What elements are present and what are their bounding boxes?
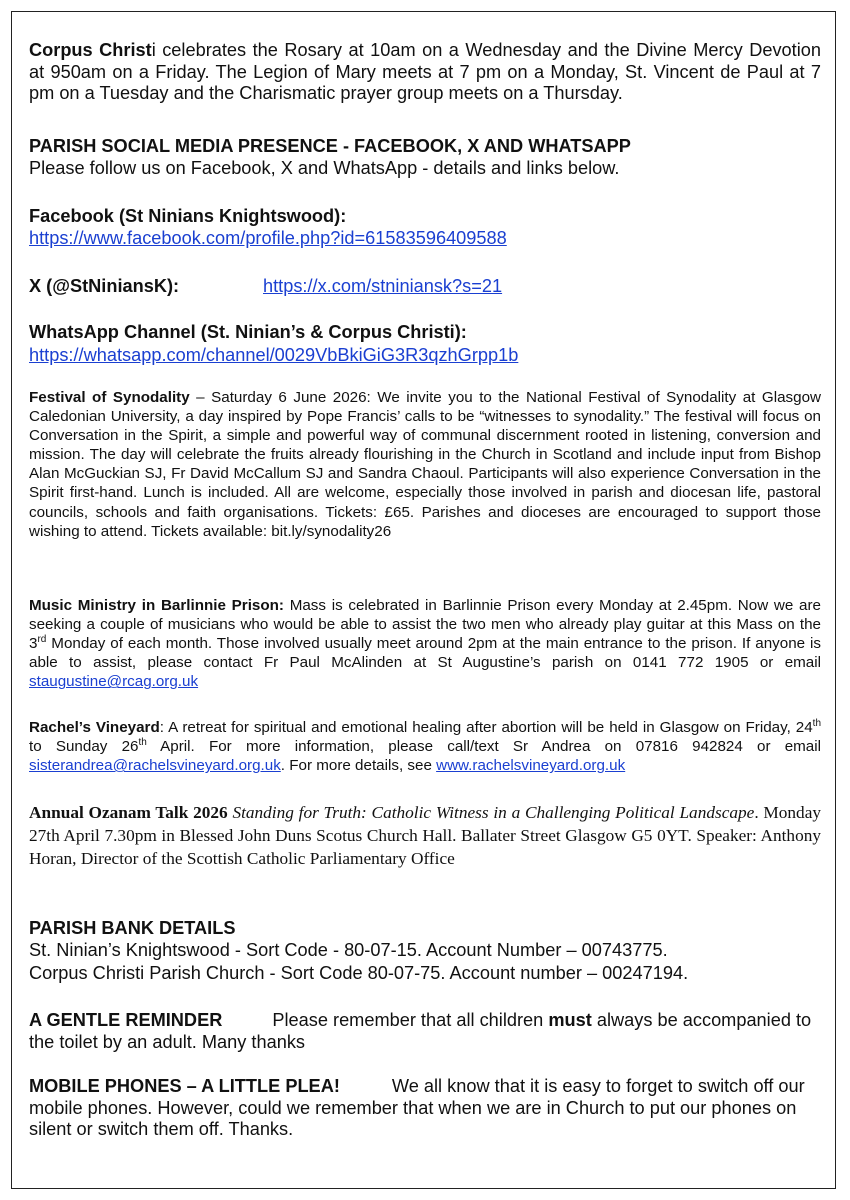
social-heading-text: PARISH SOCIAL MEDIA PRESENCE - FACEBOOK, X AND WHATSAPP (29, 136, 631, 156)
rachel-sup-2: th (138, 737, 147, 749)
music-title: Music Ministry in Barlinnie Prison: (29, 597, 284, 614)
festival-text: – Saturday 6 June 2026: We invite you to the National Festival of Synodality at Glasgow Caledonian University, a day inspired by Pope Francis’ calls to be “witnesses to synodality.” The festival will focus on Conversation in the Spirit, a simple and powerful way of communal discernment rooted in listening, conversion and mission. The day will celebrate the fruits already flourishing in the Church in Scotland and include input from Bishop Alan McGuckian SJ, Fr David McCallum SJ and Sandra Chaoul. Participants will also experience Conversation in the Spirit first-hand. Lunch is included. All are welcome, especially those involved in parish and diocesan life, pastoral councils, schools and faith organisations. Tickets: £65. Parishes and dioceses are encouraged to support those wishing to attend. Tickets available: bit.ly/synodality26 (29, 389, 821, 540)
rachel-title: Rachel’s Vineyard (29, 719, 160, 736)
music-notice (29, 596, 821, 691)
x-line (29, 276, 821, 298)
social-intro: Please follow us on Facebook, X and WhatsApp - details and links below. (29, 158, 620, 178)
music-text-2: Monday of each month. Those involved usually meet around 2pm at the main entrance to the prison. If anyone is able to assist, please contact Fr Paul McAlinden at St Augustine’s parish on 0141 772 1905 or email (29, 635, 821, 672)
rachel-text-1: : A retreat for spiritual and emotional healing after abortion will be held in Glasgow on Friday, 24 (159, 719, 813, 736)
reminder-notice (29, 1010, 821, 1053)
reminder-text-2: always be accompanied to the toilet by an adult. Many thanks (29, 1010, 812, 1052)
reminder-must: must (548, 1010, 592, 1030)
facebook-label-text: Facebook (St Ninians Knightswood): (29, 206, 347, 226)
rachel-website-link[interactable]: www.rachelsvineyard.org.uk (436, 757, 626, 775)
ozanam-text: . Monday 27th April 7.30pm in Blessed John Duns Scotus Church Hall. Ballater Street Glasgow G5 0YT. Speaker: Anthony Horan, Director of the Scottish Catholic Parliamentary Office (29, 803, 822, 868)
facebook-label (29, 206, 821, 228)
corpus-title: Corpus Christ (29, 40, 152, 60)
rachel-email-link[interactable]: sisterandrea@rachelsvineyard.org.uk (29, 757, 281, 775)
whatsapp-label (29, 322, 821, 344)
whatsapp-link[interactable]: https://whatsapp.com/channel/0029VbBkiGiG3R3qzhGrpp1b (29, 345, 519, 365)
social-heading (29, 136, 821, 158)
x-link[interactable]: https://x.com/stniniansk?s=21 (263, 276, 503, 296)
rachel-notice (29, 718, 821, 775)
corpus-christi-notice (29, 40, 821, 105)
phones-notice (29, 1076, 821, 1141)
newsletter-page (11, 11, 836, 1189)
facebook-line (29, 228, 821, 250)
rachel-text-4: . For more details, see (280, 757, 437, 775)
festival-title: Festival of Synodality (29, 389, 190, 406)
phones-heading: MOBILE PHONES – A LITTLE PLEA! (29, 1076, 340, 1096)
bank-heading (29, 918, 821, 940)
x-label: X (@StNiniansK): (29, 276, 180, 296)
reminder-text-1: Please remember that all children (272, 1010, 549, 1030)
rachel-text-3: April. For more information, please call/text Sr Andrea on 07816 942824 or email (146, 738, 821, 756)
music-text-1: Mass is celebrated in Barlinnie Prison every Monday at 2.45pm. Now we are seeking a couple of musicians who would be able to assist the two men who already play guitar at this Mass on the 3 (29, 597, 821, 653)
rachel-sup-1: th (812, 717, 822, 729)
whatsapp-label-text: WhatsApp Channel (St. Ninian’s & Corpus Christi): (29, 322, 467, 342)
reminder-heading: A GENTLE REMINDER (29, 1010, 223, 1030)
ozanam-italic-title: Standing for Truth: Catholic Witness in a Challenging Political Landscape (232, 803, 755, 822)
ozanam-notice (29, 801, 821, 870)
whatsapp-line (29, 345, 821, 367)
bank-line-1: St. Ninian’s Knightswood - Sort Code - 80-07-15. Account Number – 00743775. (29, 940, 668, 960)
music-sup: rd (37, 634, 47, 646)
rachel-text-2: to Sunday 26 (29, 738, 139, 756)
corpus-text: i celebrates the Rosary at 10am on a Wednesday and the Divine Mercy Devotion at 950am on a Friday. The Legion of Mary meets at 7 pm on a Monday, St. Vincent de Paul at 7 pm on a Tuesday and the Charismatic prayer group meets on a Thursday. (29, 40, 821, 103)
facebook-link[interactable]: https://www.facebook.com/profile.php?id=61583596409588 (29, 228, 507, 248)
bank-heading-text: PARISH BANK DETAILS (29, 918, 236, 938)
festival-notice (29, 388, 821, 541)
phones-text: We all know that it is easy to forget to switch off our mobile phones. However, could we remember that when we are in Church to put our phones on silent or switch them off. Thanks. (29, 1076, 805, 1139)
bank-line-2: Corpus Christi Parish Church - Sort Code 80-07-75. Account number – 00247194. (29, 963, 689, 983)
ozanam-title: Annual Ozanam Talk 2026 (29, 803, 228, 822)
music-email-link[interactable]: staugustine@rcag.org.uk (29, 673, 199, 691)
